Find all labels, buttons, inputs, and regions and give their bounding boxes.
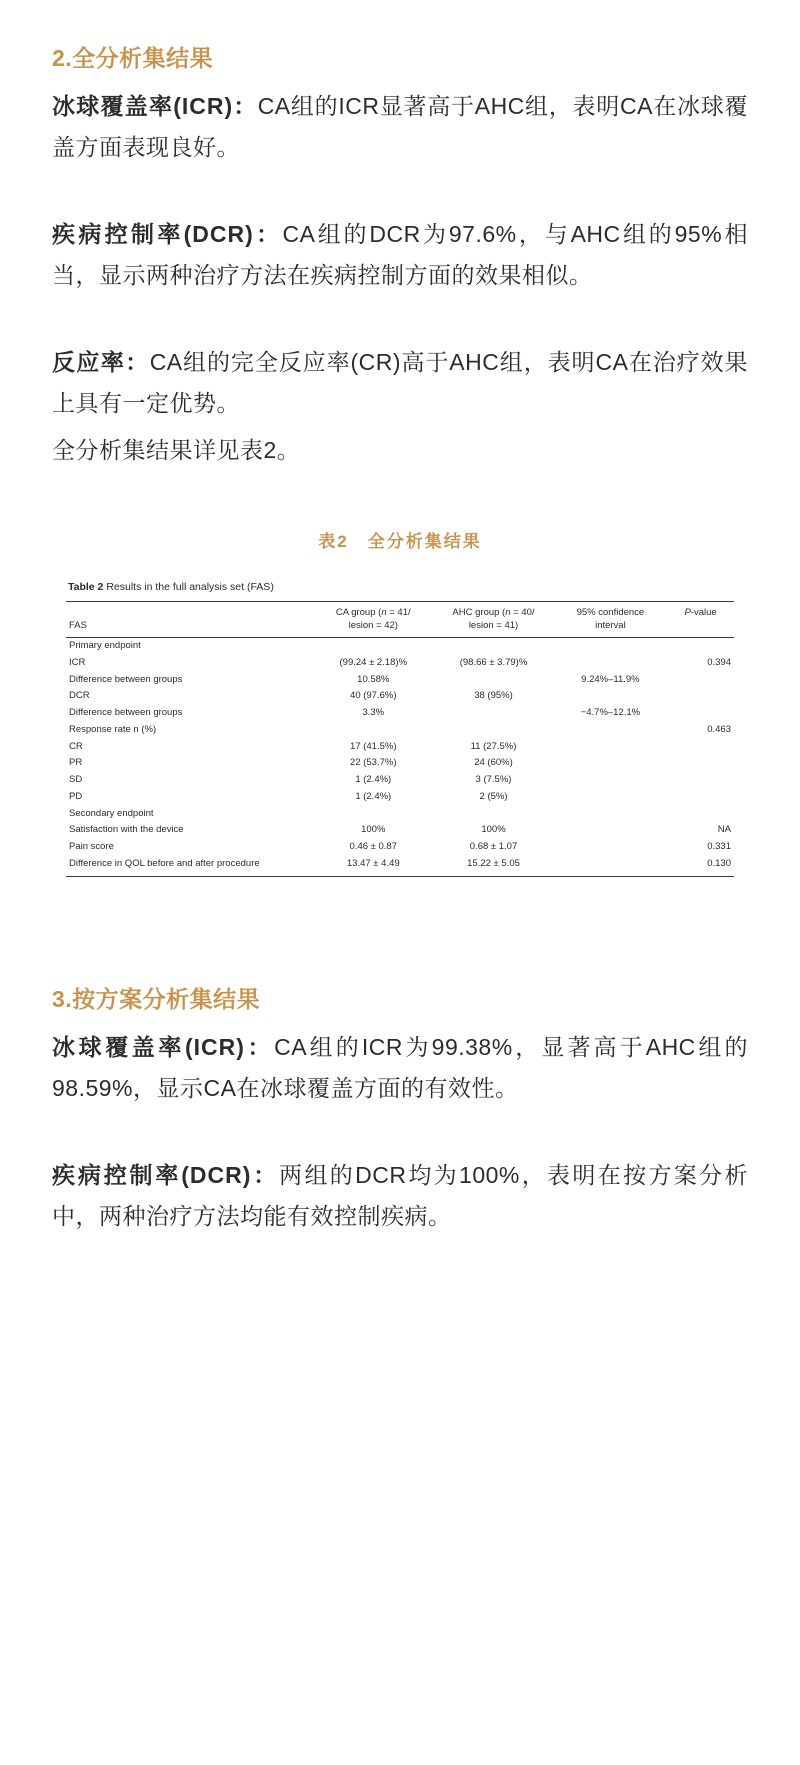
row-label: PD: [69, 790, 83, 802]
table-row: [66, 839, 734, 856]
paragraph-text: CA组的ICR显著高于AHC组，表明CA在冰球覆盖方面表现良好。: [52, 93, 748, 161]
row-label: ICR: [69, 656, 86, 668]
spacer: [52, 1115, 748, 1155]
col-header-confidence-interval: [554, 601, 668, 637]
table-head: [66, 601, 734, 637]
col-header-ahc-group: [433, 601, 553, 637]
cell-ca-group: [313, 721, 433, 738]
row-label: DCR: [69, 690, 90, 702]
table-row: [66, 654, 734, 671]
table-caption: 表2 全分析集结果: [318, 531, 482, 551]
cell-ahc-group: [433, 805, 553, 822]
spacer: [52, 889, 748, 929]
cell-confidence-interval: [554, 788, 668, 805]
cell-confidence-interval: [554, 805, 668, 822]
cell-p-value: 0.463: [707, 723, 731, 735]
row-label: Response rate n (%): [69, 723, 157, 735]
cell-ahc-group: [433, 671, 553, 688]
cell-ca-group: 40 (97.6%): [350, 690, 397, 702]
table-body: [66, 637, 734, 876]
table-title: [68, 580, 734, 594]
cell-ahc-group: [433, 705, 553, 722]
cell-ca-group: 100%: [361, 824, 386, 836]
cell-confidence-interval: [554, 772, 668, 789]
table-row: [66, 705, 734, 722]
col-header-fas: FAS: [66, 601, 313, 637]
cell-confidence-interval: [554, 755, 668, 772]
cell-ahc-group: 15.22 ± 5.05: [467, 857, 520, 869]
cell-ahc-group: 2 (5%): [479, 790, 508, 802]
paragraph-icr-pps: [52, 1027, 748, 1109]
row-label: Satisfaction with the device: [69, 824, 184, 836]
col-header-ca-group: [313, 601, 433, 637]
paragraph-text: CA组的DCR为97.6%，与AHC组的95%相当，显示两种治疗方法在疾病控制方面的效果相似。: [52, 221, 748, 288]
cell-ca-group: 13.47 ± 4.49: [346, 857, 400, 869]
cell-ca-group: 10.58%: [357, 673, 390, 685]
paragraph-see-table2: [52, 430, 748, 471]
cell-p-value: [667, 805, 734, 822]
paragraph-text: CA组的ICR为99.38%，显著高于AHC组的98.59%，显示CA在冰球覆盖方面的有效性。: [52, 1033, 748, 1101]
cell-ahc-group: (98.66 ± 3.79)%: [459, 656, 528, 668]
cell-confidence-interval: 9.24%–11.9%: [581, 673, 640, 685]
cell-p-value: [667, 738, 734, 755]
cell-ahc-group: 38 (95%): [474, 690, 513, 702]
ci-line1: 95% confidence: [576, 606, 645, 618]
ci-line2: interval: [595, 620, 626, 632]
paragraph-lead: 疾病控制率(DCR)：: [52, 221, 283, 248]
row-label: Difference between groups: [69, 673, 183, 685]
cell-ca-group: 1 (2.4%): [355, 790, 392, 802]
paragraph-lead: 反应率：: [52, 348, 150, 375]
paragraph-dcr-pps: [52, 1155, 748, 1237]
paragraph-text: 全分析集结果详见表2。: [52, 436, 301, 463]
paragraph-icr-fas: [52, 86, 748, 168]
row-label: PR: [69, 757, 83, 769]
cell-ahc-group: 24 (60%): [474, 757, 513, 769]
ahc-group-line2: lesion = 41): [468, 620, 519, 632]
table-row: [66, 688, 734, 705]
cell-ca-group: (99.24 ± 2.18)%: [339, 656, 408, 668]
cell-p-value: [667, 755, 734, 772]
cell-ahc-group: [433, 637, 553, 654]
table-row: [66, 788, 734, 805]
cell-p-value: NA: [717, 824, 731, 836]
paragraph-lead: 疾病控制率(DCR)：: [52, 1161, 280, 1188]
paragraph-dcr-fas: [52, 214, 748, 296]
cell-p-value: 0.394: [707, 656, 731, 668]
ca-group-line2: lesion = 42): [348, 620, 398, 632]
table-row: [66, 671, 734, 688]
cell-ca-group: 3.3%: [362, 707, 385, 719]
paragraph-lead: 冰球覆盖率(ICR)：: [52, 93, 258, 120]
cell-confidence-interval: [554, 721, 668, 738]
table-row: [66, 822, 734, 839]
row-label: Primary endpoint: [69, 640, 141, 652]
paragraph-lead: 冰球覆盖率(ICR)：: [52, 1033, 275, 1060]
cell-ahc-group: [433, 721, 553, 738]
cell-ca-group: 1 (2.4%): [355, 774, 392, 786]
ahc-group-line1: AHC group (n = 40/: [452, 606, 535, 618]
cell-ca-group: 22 (53.7%): [350, 757, 397, 769]
row-label: CR: [69, 740, 83, 752]
cell-p-value: [667, 637, 734, 654]
section-heading-2: 2.全分析集结果: [52, 45, 214, 71]
spacer: [52, 477, 748, 517]
section-heading-3: 3.按方案分析集结果: [52, 985, 261, 1012]
spacer: [52, 174, 748, 214]
ca-group-line1: CA group (n = 41/: [335, 606, 411, 618]
cell-p-value: [667, 671, 734, 688]
cell-ca-group: [313, 637, 433, 654]
cell-confidence-interval: [554, 822, 668, 839]
cell-ahc-group: 0.68 ± 1.07: [469, 841, 518, 853]
table-header-row: [66, 601, 734, 637]
cell-ca-group: [313, 805, 433, 822]
cell-ahc-group: 3 (7.5%): [475, 774, 512, 786]
cell-ahc-group: 100%: [481, 824, 506, 836]
cell-confidence-interval: [554, 855, 668, 876]
cell-confidence-interval: [554, 654, 668, 671]
paragraph-text: 两组的DCR均为100%，表明在按方案分析中，两种治疗方法均能有效控制疾病。: [52, 1161, 749, 1229]
cell-ahc-group: 11 (27.5%): [470, 740, 517, 752]
table-row: [66, 772, 734, 789]
table-row: [66, 738, 734, 755]
table-row: [66, 721, 734, 738]
row-label: Secondary endpoint: [69, 807, 154, 819]
cell-p-value: 0.331: [707, 841, 731, 853]
table-label: Table 2: [68, 580, 104, 593]
table-row: [66, 637, 734, 654]
cell-p-value: [667, 788, 734, 805]
cell-confidence-interval: [554, 637, 668, 654]
fas-results-table: [66, 601, 734, 877]
cell-confidence-interval: [554, 738, 668, 755]
spacer: [52, 929, 748, 969]
col-header-p-value: P-value: [667, 601, 734, 637]
table-figure-fas: [52, 570, 748, 889]
table-title-text: Results in the full analysis set (FAS): [106, 580, 274, 593]
table-row: [66, 855, 734, 876]
row-label: Pain score: [69, 841, 114, 853]
row-label: Difference in QOL before and after procedure: [69, 857, 260, 869]
table-row: [66, 805, 734, 822]
table-row: [66, 755, 734, 772]
row-label: SD: [69, 774, 83, 786]
spacer: [52, 302, 748, 342]
cell-p-value: [667, 772, 734, 789]
cell-p-value: [667, 705, 734, 722]
cell-ca-group: 17 (41.5%): [350, 740, 397, 752]
cell-confidence-interval: −4.7%–12.1%: [580, 707, 641, 719]
cell-p-value: 0.130: [707, 857, 731, 869]
cell-ca-group: 0.46 ± 0.87: [349, 841, 398, 853]
row-label: Difference between groups: [69, 707, 183, 719]
paragraph-response-rate: [52, 342, 748, 424]
cell-p-value: [667, 688, 734, 705]
paragraph-text: CA组的完全反应率(CR)高于AHC组，表明CA在治疗效果上具有一定优势。: [52, 348, 749, 416]
cell-confidence-interval: [554, 688, 668, 705]
cell-confidence-interval: [554, 839, 668, 856]
